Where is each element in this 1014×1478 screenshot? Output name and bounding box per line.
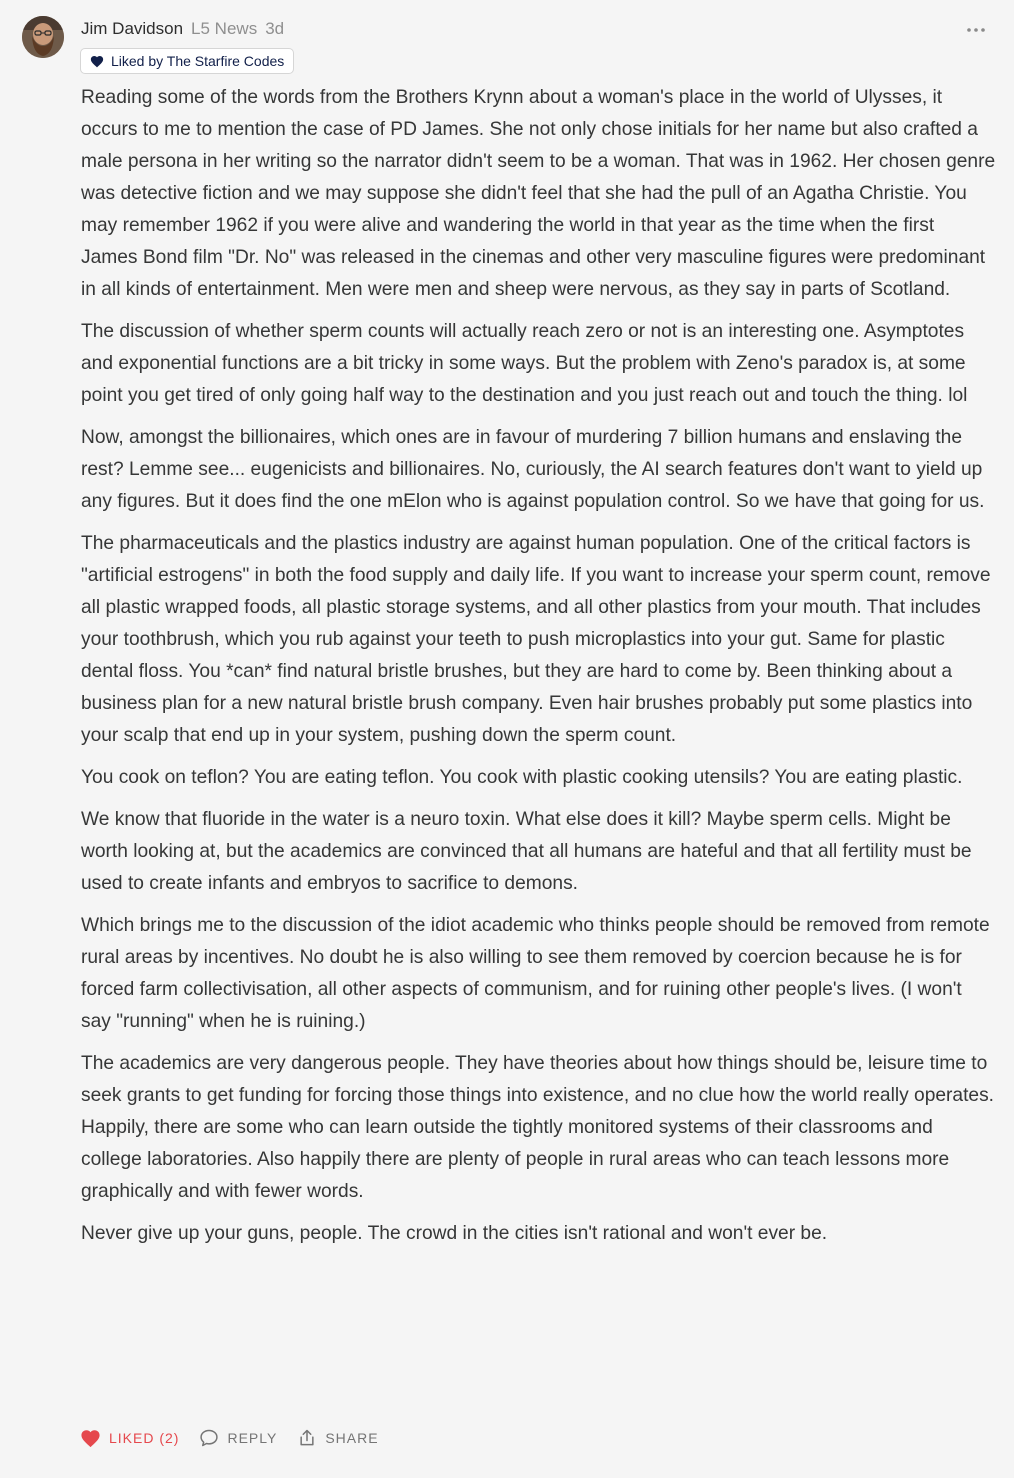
comment-paragraph: You cook on teflon? You are eating teflon. You cook with plastic cooking utensils? You are eating plastic.: [81, 767, 963, 788]
more-horizontal-icon: [966, 27, 986, 33]
comment-paragraph: Which brings me to the discussion of the idiot academic who thinks people should be removed from remote rural areas by incentives. No doubt he is also willing to see them removed by coercion because he is for forced farm collectivisation, all other aspects of communism, and for ruining other people's lives. (I won't say "running" when he is ruining.): [81, 915, 990, 1032]
speech-bubble-icon: [199, 1428, 219, 1448]
heart-icon: [90, 55, 104, 68]
share-button[interactable]: [297, 1428, 378, 1448]
reply-button[interactable]: [199, 1428, 277, 1448]
comment-header: [81, 19, 292, 43]
comment-age[interactable]: 3d: [265, 19, 285, 38]
like-button[interactable]: [80, 1429, 179, 1448]
liked-by-label: Liked by The Starfire Codes: [111, 53, 285, 69]
avatar[interactable]: [22, 16, 64, 58]
heart-filled-icon: [80, 1429, 101, 1448]
comment-paragraph: We know that fluoride in the water is a neuro toxin. What else does it kill? Maybe sperm cells. Might be worth looking at, but the academics are convinced that all humans are hateful and that all fertility must be used to create infants and embryos to sacrifice to demons.: [81, 809, 972, 894]
comment-paragraph: Now, amongst the billionaires, which ones are in favour of murdering 7 billion humans and enslaving the rest? Lemme see... eugenicists and billionaires. No, curiously, the AI search features don't want to yield up any figures. But it does find the one mElon who is against population control. So we have that going for us.: [81, 427, 985, 512]
avatar-image: [22, 16, 64, 58]
like-label: LIKED (2): [109, 1430, 180, 1446]
comment-paragraph: Reading some of the words from the Brothers Krynn about a woman's place in the world of Ulysses, it occurs to me to mention the case of PD James. She not only chose initials for her name but also crafted a male persona in her writing so the narrator didn't seem to be a woman. That was in 1962. Her chosen genre was detective fiction and we may suppose she didn't feel that she had the pull of an Agatha Christie. You may remember 1962 if you were alive and wandering the world in that year as the time when the first James Bond film "Dr. No" was released in the cinemas and other very masculine figures were predominant in all kinds of entertainment. Men were men and sheep were nervous, as they say in parts of Scotland.: [81, 87, 996, 300]
reply-label: REPLY: [227, 1430, 278, 1446]
publication-name[interactable]: L5 News: [191, 19, 258, 38]
share-label: SHARE: [325, 1430, 379, 1446]
comment-paragraph: The pharmaceuticals and the plastics industry are against human population. One of the critical factors is "artificial estrogens" in both the food supply and daily life. If you want to increase your sperm count, remove all plastic wrapped foods, all plastic storage systems, and all other plastics from your mouth. That includes your toothbrush, which you rub against your teeth to push microplastics into your gut. Same for plastic dental floss. You *can* find natural bristle brushes, but they are hard to come by. Been thinking about a business plan for a new natural bristle brush company. Even hair brushes probably put some plastics into your scalp that end up in your system, pushing down the sperm count.: [81, 533, 991, 746]
share-icon: [297, 1428, 317, 1448]
comment-paragraph: The academics are very dangerous people. They have theories about how things should be, leisure time to seek grants to get funding for forcing those things into existence, and no clue how the world really operates. Happily, there are some who can learn outside the tightly monitored systems of their classrooms and college laboratories. Also happily there are plenty of people in rural areas who can teach lessons more graphically and with fewer words.: [81, 1053, 995, 1202]
comment-actions: [80, 1424, 399, 1452]
liked-by-badge[interactable]: [80, 48, 294, 74]
comment-paragraph: Never give up your guns, people. The crowd in the cities isn't rational and won't ever be.: [81, 1223, 828, 1244]
comment-body: [81, 82, 996, 1260]
comment-paragraph: The discussion of whether sperm counts will actually reach zero or not is an interesting one. Asymptotes and exponential functions are a bit tricky in some ways. But the problem with Zeno's paradox is, at some point you get tired of only going half way to the destination and you just reach out and touch the thing. lol: [81, 321, 968, 406]
more-options-button[interactable]: [962, 16, 990, 44]
author-name[interactable]: Jim Davidson: [81, 19, 184, 38]
